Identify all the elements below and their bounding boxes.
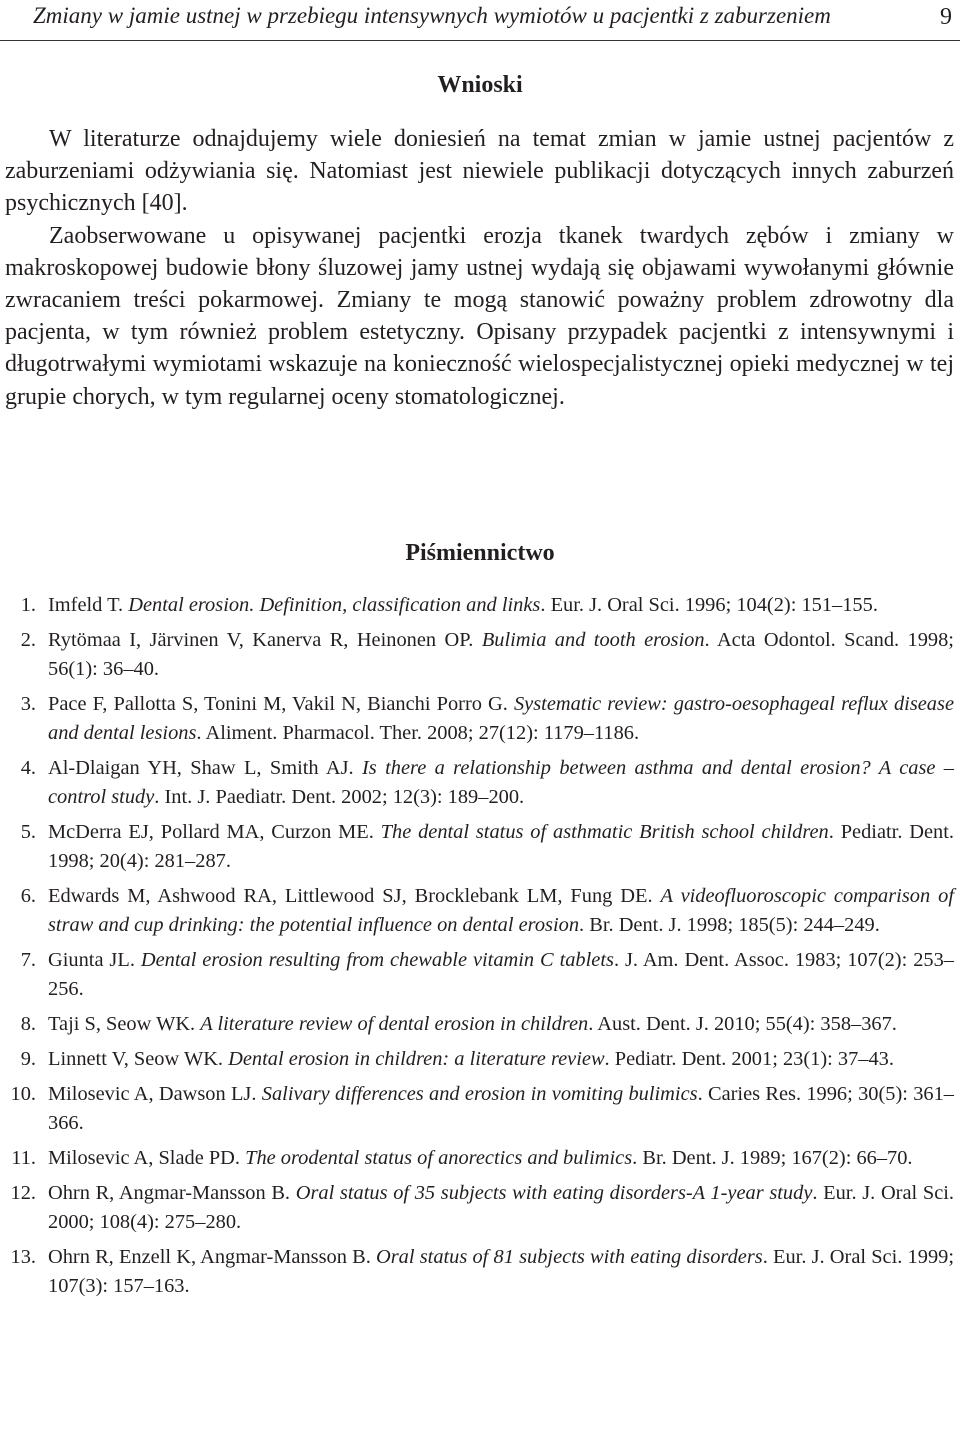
reference-item: 8. Taji S, Seow WK. A literature review of dental erosion in children. Aust. Dent. J. 2010; 55(4): 358–367. [0,1010,954,1039]
reference-item: 3. Pace F, Pallotta S, Tonini M, Vakil N, Bianchi Porro G. Systematic review: gastro-oesophageal reflux disease and dental lesions. Aliment. Pharmacol. Ther. 2008; 27(12): 1179–1186. [0,690,954,748]
reference-authors: Ohrn R, Angmar-Mansson B. [48,1182,291,1204]
reference-title: Oral status of 35 subjects with eating disorders-A 1-year study [295,1182,813,1204]
reference-title: A videofluoroscopic comparison of straw and cup drinking: the potential influence on dental erosion [48,885,954,936]
page-number: 9 [940,4,952,30]
reference-authors: Linnett V, Seow WK. [48,1048,224,1070]
conclusions-paragraph: Zaobserwowane u opisywanej pacjentki erozja tkanek twardych zębów i zmiany w makroskopowej budowie błony śluzowej jamy ustnej wydają się objawami wywołanymi głównie zwracaniem treści pokarmowej. Zmiany te mogą stanowić poważny problem zdrowotny dla pacjenta, w tym również problem estetyczny. Opisany przypadek pacjentki z intensywnymi i długotrwałymi wymiotami wskazuje na konieczność wielospecjalistycznej opieki medycznej w tej grupie chorych, w tym regularnej oceny stomatologicznej. [5,222,954,410]
reference-source: Eur. J. Oral Sci. 1999; 107(3): 157–163. [48,1246,954,1297]
reference-source: Aliment. Pharmacol. Ther. 2008; 27(12): 1179–1186. [205,722,640,744]
reference-title: Dental erosion in children: a literature review [228,1048,605,1070]
reference-item: 5. McDerra EJ, Pollard MA, Curzon ME. The dental status of asthmatic British school children. Pediatr. Dent. 1998; 20(4): 281–287. [0,818,954,876]
reference-title: Oral status of 81 subjects with eating disorders [376,1246,763,1268]
running-header [33,2,952,32]
reference-item: 10. Milosevic A, Dawson LJ. Salivary differences and erosion in vomiting bulimics. Caries Res. 1996; 30(5): 361–366. [0,1080,954,1138]
reference-source: Pediatr. Dent. 2001; 23(1): 37–43. [614,1048,894,1070]
reference-item: 13. Ohrn R, Enzell K, Angmar-Mansson B. Oral status of 81 subjects with eating disorders. Eur. J. Oral Sci. 1999; 107(3): 157–163. [0,1243,954,1301]
reference-number: 4. [20,757,36,779]
reference-authors: Giunta JL. [48,949,135,971]
reference-item: 9. Linnett V, Seow WK. Dental erosion in children: a literature review. Pediatr. Dent. 2001; 23(1): 37–43. [0,1045,954,1074]
reference-item: 11. Milosevic A, Slade PD. The orodental status of anorectics and bulimics. Br. Dent. J. 1989; 167(2): 66–70. [0,1144,954,1173]
references-heading: Piśmiennictwo [405,540,555,566]
reference-item: 6. Edwards M, Ashwood RA, Littlewood SJ, Brocklebank LM, Fung DE. A videofluoroscopic comparison of straw and cup drinking: the potential influence on dental erosion. Br. Dent. J. 1998; 185(5): 244–249. [0,882,954,940]
running-title: Zmiany w jamie ustnej w przebiegu intensywnych wymiotów u pacjentki z zaburzeniem [33,3,831,28]
reference-number: 12. [10,1182,36,1204]
reference-item: 4. Al-Dlaigan YH, Shaw L, Smith AJ. Is there a relationship between asthma and dental erosion? A case – control study. Int. J. Paediatr. Dent. 2002; 12(3): 189–200. [0,754,954,812]
reference-title: The orodental status of anorectics and bulimics [245,1147,633,1169]
header-rule [0,40,960,41]
reference-number: 7. [20,949,36,971]
reference-number: 10. [10,1083,36,1105]
reference-authors: Milosevic A, Slade PD. [48,1147,241,1169]
reference-authors: Taji S, Seow WK. [48,1013,196,1035]
reference-authors: Milosevic A, Dawson LJ. [48,1083,257,1105]
reference-number: 2. [20,629,36,651]
reference-title: Dental erosion resulting from chewable vitamin C tablets [140,949,614,971]
reference-authors: Ohrn R, Enzell K, Angmar-Mansson B. [48,1246,371,1268]
reference-title: Systematic review: gastro-oesophageal reflux disease and dental lesions [48,693,954,744]
reference-number: 6. [20,885,36,907]
reference-item: 12. Ohrn R, Angmar-Mansson B. Oral status of 35 subjects with eating disorders-A 1-year study. Eur. J. Oral Sci. 2000; 108(4): 275–280. [0,1179,954,1237]
reference-number: 1. [20,594,36,616]
reference-authors: Rytömaa I, Järvinen V, Kanerva R, Heinonen OP. [48,629,474,651]
reference-number: 3. [20,693,36,715]
reference-source: Br. Dent. J. 1998; 185(5): 244–249. [589,914,880,936]
reference-source: J. Am. Dent. Assoc. 1983; 107(2): 253–256. [48,949,954,1000]
reference-source: Caries Res. 1996; 30(5): 361–366. [48,1083,955,1134]
reference-source: Pediatr. Dent. 1998; 20(4): 281–287. [48,821,954,872]
reference-source: Aust. Dent. J. 2010; 55(4): 358–367. [597,1013,897,1035]
reference-title: Dental erosion. Definition, classification and links [128,594,541,616]
reference-authors: Al-Dlaigan YH, Shaw L, Smith AJ. [48,757,354,779]
reference-list [0,591,954,1301]
reference-number: 8. [20,1013,36,1035]
reference-number: 5. [20,821,36,843]
reference-number: 9. [20,1048,36,1070]
reference-source: Int. J. Paediatr. Dent. 2002; 12(3): 189–200. [164,786,525,808]
reference-number: 11. [11,1147,36,1169]
reference-source: Eur. J. Oral Sci. 2000; 108(4): 275–280. [48,1182,955,1233]
reference-title: A literature review of dental erosion in children [200,1013,589,1035]
reference-title: Is there a relationship between asthma and dental erosion? A case – control study [48,757,954,808]
reference-title: Bulimia and tooth erosion [481,629,705,651]
reference-source: Acta Odontol. Scand. 1998; 56(1): 36–40. [48,629,954,680]
reference-authors: Edwards M, Ashwood RA, Littlewood SJ, Brocklebank LM, Fung DE. [48,885,653,907]
reference-number: 13. [10,1246,36,1268]
reference-source: Br. Dent. J. 1989; 167(2): 66–70. [642,1147,913,1169]
reference-authors: Pace F, Pallotta S, Tonini M, Vakil N, Bianchi Porro G. [48,693,508,715]
reference-item: 7. Giunta JL. Dental erosion resulting from chewable vitamin C tablets. J. Am. Dent. Assoc. 1983; 107(2): 253–256. [0,946,954,1004]
reference-item: 2. Rytömaa I, Järvinen V, Kanerva R, Heinonen OP. Bulimia and tooth erosion. Acta Odontol. Scand. 1998; 56(1): 36–40. [0,626,954,684]
reference-authors: Imfeld T. [48,594,124,616]
reference-title: The dental status of asthmatic British school children [380,821,829,843]
reference-source: Eur. J. Oral Sci. 1996; 104(2): 151–155. [550,594,878,616]
reference-item: 1. Imfeld T. Dental erosion. Definition, classification and links. Eur. J. Oral Sci. 1996; 104(2): 151–155. [0,591,954,620]
conclusions-heading: Wnioski [437,72,523,98]
reference-title: Salivary differences and erosion in vomiting bulimics [261,1083,698,1105]
conclusions-paragraph: W literaturze odnajdujemy wiele doniesień na temat zmian w jamie ustnej pacjentów z zaburzeniami odżywiania się. Natomiast jest niewiele publikacji dotyczących innych zaburzeń psychicznych [40]. [5,126,954,217]
conclusions-body [5,123,954,413]
reference-authors: McDerra EJ, Pollard MA, Curzon ME. [48,821,374,843]
